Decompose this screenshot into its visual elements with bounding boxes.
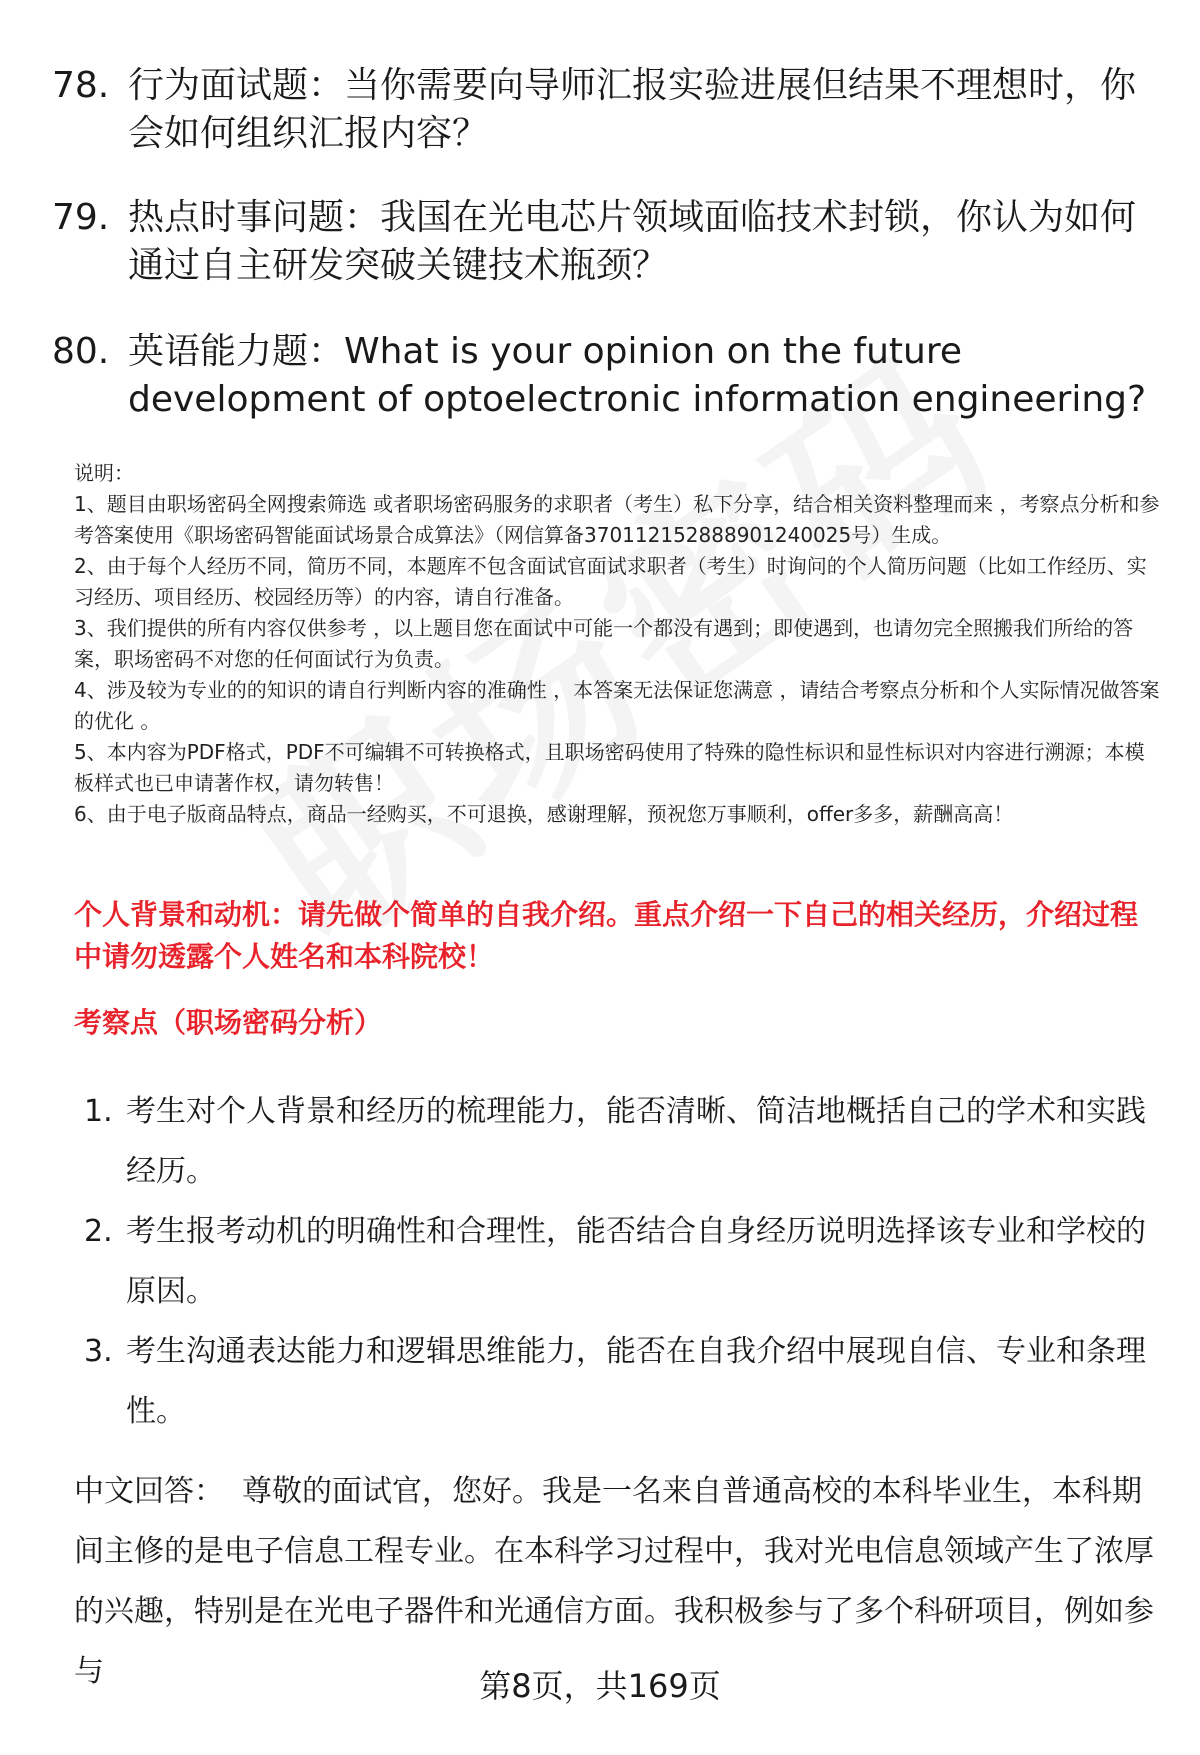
question-number: 79. [52, 197, 110, 238]
list-item [74, 1322, 1154, 1442]
point-text: 考生对个人背景和经历的梳理能力，能否清晰、简洁地概括自己的学术和实践经历。 [126, 1094, 1146, 1189]
point-text: 考生报考动机的明确性和合理性，能否结合自身经历说明选择该专业和学校的原因。 [126, 1214, 1146, 1309]
answer-text: 尊敬的面试官，您好。我是一名来自普通高校的本科毕业生，本科期间主修的是电子信息工程专业。在本科学习过程中，我对光电信息领域产生了浓厚的兴趣，特别是在光电子器件和光通信方面。我积极参与了多个科研项目，例如参与 [74, 1474, 1154, 1689]
question-number: 80. [52, 331, 110, 372]
intro-question-heading: 个人背景和动机：请先做个简单的自我介绍。重点介绍一下自己的相关经历，介绍过程中请勿透露个人姓名和本科院校！ [74, 898, 1139, 973]
analysis-heading: 考察点（职场密码分析） [74, 1006, 383, 1039]
point-number: 2. [84, 1214, 113, 1249]
disclaimer-notes [74, 458, 1164, 830]
question-79 [52, 194, 1152, 290]
notes-item-6: 6、由于电子版商品特点，商品一经购买，不可退换，感谢理解，预祝您万事顺利，offer多多，薪酬高高！ [74, 802, 1014, 826]
point-number: 3. [84, 1334, 113, 1369]
question-number: 78. [52, 65, 110, 106]
notes-item-5: 5、本内容为PDF格式，PDF不可编辑不可转换格式，且职场密码使用了特殊的隐性标识和显性标识对内容进行溯源；本模板样式也已申请著作权，请勿转售！ [74, 740, 1145, 795]
list-item [74, 1202, 1154, 1322]
question-text: 英语能力题：What is your opinion on the future development of optoelectronic information engineering? [128, 331, 1147, 420]
notes-item-3: 3、我们提供的所有内容仅供参考 ，以上题目您在面试中可能一个都没有遇到；即使遇到，也请勿完全照搬我们所给的答案，职场密码不对您的任何面试行为负责。 [74, 616, 1134, 671]
question-80 [52, 328, 1152, 424]
point-number: 1. [84, 1094, 113, 1129]
notes-title: 说明： [74, 461, 134, 485]
question-text: 热点时事问题：我国在光电芯片领域面临技术封锁，你认为如何通过自主研发突破关键技术瓶颈？ [128, 197, 1137, 286]
list-item [74, 1082, 1154, 1202]
point-text: 考生沟通表达能力和逻辑思维能力，能否在自我介绍中展现自信、专业和条理性。 [126, 1334, 1146, 1429]
question-78 [52, 62, 1152, 158]
notes-item-2: 2、由于每个人经历不同，简历不同，本题库不包含面试官面试求职者（考生）时询问的个人简历问题（比如工作经历、实习经历、项目经历、校园经历等）的内容，请自行准备。 [74, 554, 1147, 609]
answer-label: 中文回答： [74, 1474, 224, 1509]
analysis-points-list [74, 1082, 1154, 1442]
question-text: 行为面试题：当你需要向导师汇报实验进展但结果不理想时，你会如何组织汇报内容？ [128, 65, 1137, 154]
page-footer: 第8页，共169页 [479, 1667, 721, 1705]
notes-item-1: 1、题目由职场密码全网搜索筛选 或者职场密码服务的求职者（考生）私下分享，结合相关资料整理而来 ，考察点分析和参考答案使用《职场密码智能面试场景合成算法》（网信算备370112152888901240025号）生成。 [74, 492, 1160, 547]
notes-item-4: 4、涉及较为专业的的知识的请自行判断内容的准确性 ，本答案无法保证您满意 ，请结合考察点分析和个人实际情况做答案的优化 。 [74, 678, 1160, 733]
